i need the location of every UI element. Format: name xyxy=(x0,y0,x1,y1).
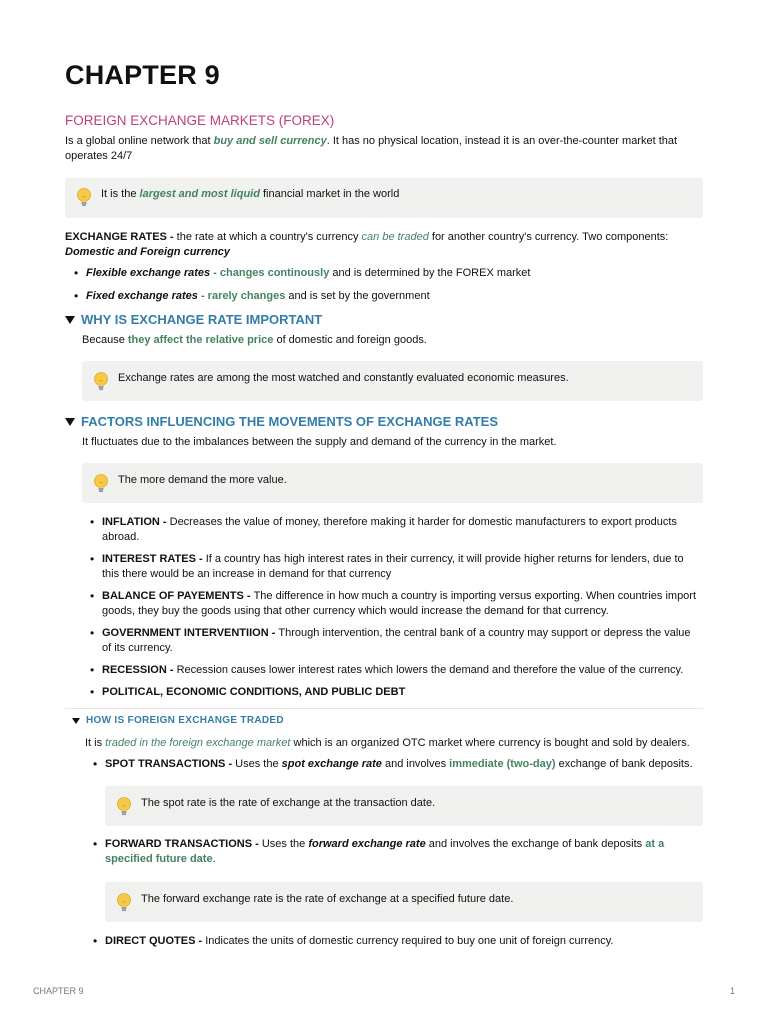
list-item xyxy=(102,589,702,619)
footer-page-number: 1 xyxy=(730,986,736,996)
toggle-triangle-icon[interactable] xyxy=(72,718,80,724)
traded-heading: HOW IS FOREIGN EXCHANGE TRADED xyxy=(86,715,284,726)
lightbulb-icon xyxy=(92,472,110,494)
list-item-term: SPOT TRANSACTIONS - xyxy=(105,758,236,770)
list-item-sep: - xyxy=(197,290,208,302)
direct-list xyxy=(105,934,705,949)
spot-callout xyxy=(105,786,703,826)
important-text-post: of domestic and foreign goods. xyxy=(273,334,427,346)
list-item-emphasis: forward exchange rate xyxy=(308,838,426,850)
important-text-pre: Because xyxy=(82,334,128,346)
list-item-text: Decreases the value of money, therefore making it harder for domestic manufacturers to export products abroad. xyxy=(102,516,677,543)
spot-list xyxy=(105,757,705,772)
list-item-term: Flexible exchange rates xyxy=(86,267,211,279)
list-item-text: and involves the exchange of bank deposits xyxy=(425,838,646,850)
forex-intro-text: Is a global online network that xyxy=(65,135,214,147)
toggle-important[interactable] xyxy=(65,312,322,327)
list-item-text: Through intervention, the central bank of a country may support or depress the value of its currency. xyxy=(102,627,691,654)
traded-text xyxy=(85,736,705,751)
factors-list xyxy=(102,515,702,700)
list-item-term: POLITICAL, ECONOMIC CONDITIONS, AND PUBLIC DEBT xyxy=(102,686,406,698)
list-item-highlight: rarely changes xyxy=(207,290,286,302)
forex-intro xyxy=(65,134,705,164)
list-item-term: INFLATION - xyxy=(102,516,170,528)
forward-callout xyxy=(105,882,703,922)
list-item xyxy=(102,663,702,678)
important-callout-text: Exchange rates are among the most watched and constantly evaluated economic measures. xyxy=(118,372,569,384)
footer-chapter: CHAPTER 9 xyxy=(33,986,84,996)
toggle-triangle-icon[interactable] xyxy=(65,418,75,426)
important-heading: WHY IS EXCHANGE RATE IMPORTANT xyxy=(81,312,323,327)
forex-callout-highlight: largest and most liquid xyxy=(139,188,260,200)
list-item xyxy=(102,515,702,545)
lightbulb-icon xyxy=(115,891,133,913)
list-item-term: INTEREST RATES - xyxy=(102,553,206,565)
list-item-highlight: immediate (two-day) xyxy=(449,758,556,770)
forex-intro-text-end: . It has no physical location, instead it is an over-the-counter market that operates 24/7 xyxy=(65,135,678,162)
factors-heading: FACTORS INFLUENCING THE MOVEMENTS OF EXCHANGE RATES xyxy=(81,414,498,429)
lightbulb-icon xyxy=(115,795,133,817)
toggle-traded[interactable] xyxy=(72,715,284,726)
exchange-rates-def-pre: the rate at which a country's currency xyxy=(176,231,362,243)
list-item xyxy=(102,626,702,656)
list-item-highlight: at a specified future date xyxy=(105,838,665,865)
list-item xyxy=(102,685,702,700)
list-item-text: If a country has high interest rates in their currency, it will provide higher returns for lenders, due to this there would be an increase in demand for that currency xyxy=(102,553,684,580)
list-item-text: and involves xyxy=(381,758,450,770)
list-item-term: FORWARD TRANSACTIONS - xyxy=(105,838,262,850)
traded-text-post: which is an organized OTC market where currency is bought and sold by dealers. xyxy=(290,737,690,749)
list-item-term: GOVERNMENT INTERVENTIION - xyxy=(102,627,279,639)
list-item-text: The difference in how much a country is importing versus exporting. When countries import goods, they buy the goods using that other currency which would increase the demand for that currency. xyxy=(102,590,697,617)
lightbulb-icon xyxy=(92,370,110,392)
list-item-term: Fixed exchange rates xyxy=(86,290,198,302)
important-text-highlight: they affect the relative price xyxy=(127,334,274,346)
list-item xyxy=(105,757,705,772)
list-item xyxy=(105,837,705,867)
list-item-text: Uses the xyxy=(261,838,309,850)
forward-callout-text: The forward exchange rate is the rate of exchange at a specified future date. xyxy=(141,893,514,905)
factors-callout-text: The more demand the more value. xyxy=(118,474,287,486)
factors-text: It fluctuates due to the imbalances between the supply and demand of the currency in the market. xyxy=(82,436,557,448)
forex-heading: FOREIGN EXCHANGE MARKETS (FOREX) xyxy=(65,113,335,128)
list-item-emphasis: spot exchange rate xyxy=(281,758,382,770)
toggle-factors[interactable] xyxy=(65,414,498,429)
forex-callout-pre: It is the xyxy=(101,188,140,200)
exchange-rates-term: EXCHANGE RATES - xyxy=(65,231,177,243)
exchange-rates-definition xyxy=(65,230,705,260)
forex-callout-text xyxy=(101,188,399,200)
exchange-rates-list xyxy=(86,266,706,304)
list-item-sep: - xyxy=(210,267,220,279)
important-text xyxy=(82,333,702,348)
important-callout xyxy=(82,361,703,401)
traded-text-highlight: traded in the foreign exchange market xyxy=(105,737,291,749)
factors-callout xyxy=(82,463,703,503)
list-item-text: Recession causes lower interest rates which lowers the demand and therefore the value of the currency. xyxy=(176,664,684,676)
toggle-triangle-icon[interactable] xyxy=(65,316,75,324)
exchange-rates-def-post: for another country's currency. Two components: xyxy=(428,231,669,243)
list-item-highlight: changes continously xyxy=(219,267,330,279)
forex-callout-post: financial market in the world xyxy=(259,188,400,200)
list-item-text: Indicates the units of domestic currency required to buy one unit of foreign currency. xyxy=(205,935,614,947)
list-item xyxy=(102,552,702,582)
list-item-term: RECESSION - xyxy=(102,664,177,676)
list-item xyxy=(86,266,706,281)
list-item-text: and is determined by the FOREX market xyxy=(329,267,531,279)
list-item-text: exchange of bank deposits. xyxy=(555,758,693,770)
list-item-term: BALANCE OF PAYEMENTS - xyxy=(102,590,254,602)
spot-callout-text: The spot rate is the rate of exchange at the transaction date. xyxy=(141,797,436,809)
list-item xyxy=(105,934,705,949)
list-item-text: and is set by the government xyxy=(285,290,430,302)
exchange-rates-def-highlight: can be traded xyxy=(361,231,429,243)
list-item-text: . xyxy=(212,853,216,865)
forex-intro-highlight: buy and sell currency xyxy=(213,135,327,147)
list-item-term: DIRECT QUOTES - xyxy=(105,935,206,947)
forward-list xyxy=(105,837,705,867)
page-title: CHAPTER 9 xyxy=(65,60,220,90)
exchange-rates-components: Domestic and Foreign currency xyxy=(65,246,231,258)
lightbulb-icon xyxy=(75,186,93,208)
list-item xyxy=(86,289,706,304)
list-item-text: Uses the xyxy=(235,758,282,770)
forex-callout xyxy=(65,178,703,218)
divider xyxy=(65,708,703,709)
traded-text-pre: It is xyxy=(85,737,106,749)
